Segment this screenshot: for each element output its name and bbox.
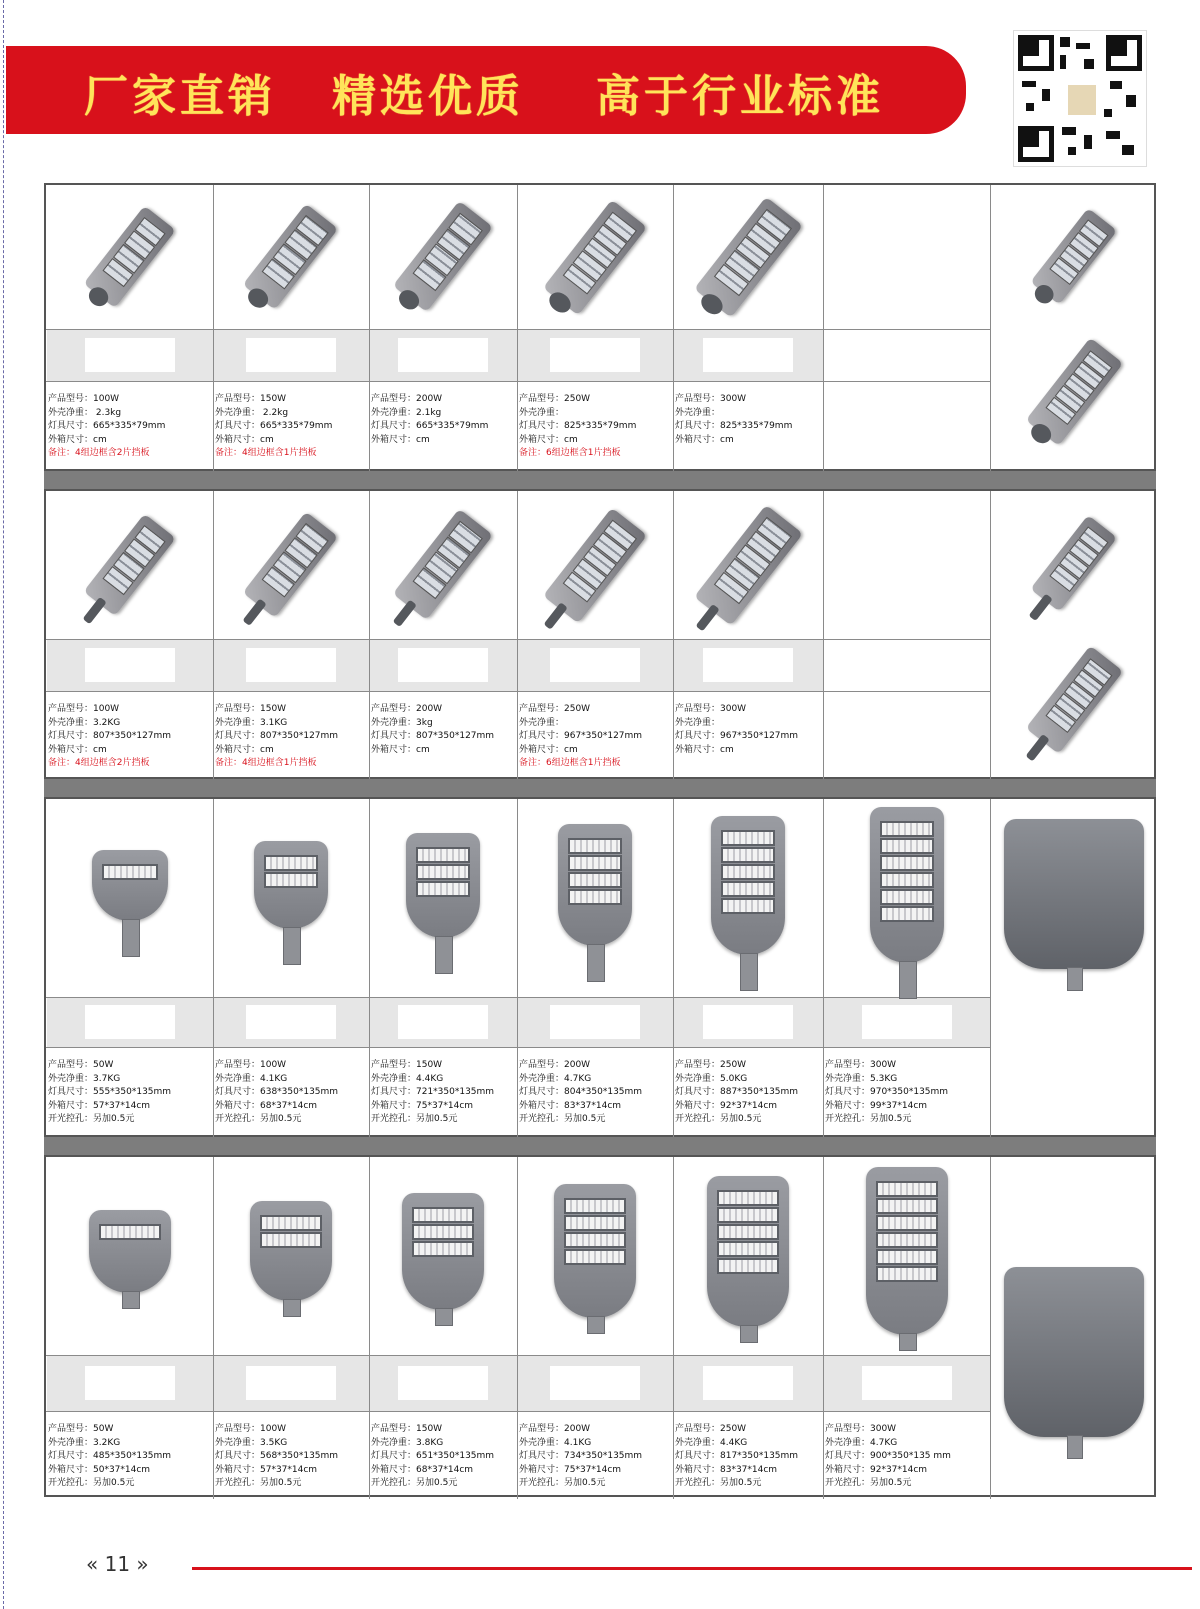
street-lamp-image — [393, 201, 493, 312]
spec-text — [519, 393, 636, 461]
spec-note: 备注：4组边框含1片挡板 — [215, 448, 317, 458]
spec-line: 产品型号：200W — [519, 1424, 591, 1434]
spec-line: 产品型号：200W — [519, 1060, 591, 1070]
spec-line: 外箱尺寸：57*37*14cm — [48, 1100, 151, 1111]
spec-line: 外壳净重：3.7KG — [48, 1073, 121, 1084]
spec-line: 产品型号：200W — [371, 704, 443, 714]
spec-line: 外箱尺寸：cm — [48, 434, 107, 445]
spec-line: 外箱尺寸：cm — [519, 434, 578, 445]
grid-divider — [823, 491, 824, 781]
grid-divider — [46, 1411, 990, 1412]
street-lamp-image — [707, 1176, 789, 1367]
spec-line: 灯具尺寸：721*350*135mm — [371, 1087, 495, 1097]
spec-line: 灯具尺寸：665*335*79mm — [371, 421, 489, 431]
banner-slogan-1: 厂家直销 — [84, 71, 276, 122]
spec-line: 外壳净重：3.5KG — [215, 1437, 288, 1448]
spec-line: 产品型号：300W — [675, 394, 747, 404]
spec-line: 外壳净重：3.8KG — [371, 1437, 444, 1448]
spec-line: 外壳净重：4.1KG — [215, 1073, 288, 1084]
spec-line: 外箱尺寸：75*37*14cm — [371, 1100, 474, 1111]
street-lamp-image — [1030, 515, 1117, 612]
spec-line: 灯具尺寸：804*350*135mm — [519, 1087, 643, 1097]
street-lamp-image — [83, 514, 175, 616]
spec-line: 外箱尺寸：cm — [215, 744, 274, 755]
product-catalog — [44, 183, 1156, 1543]
spec-text — [371, 1423, 494, 1491]
model-label — [862, 1005, 952, 1039]
spec-line: 外箱尺寸：99*37*14cm — [825, 1100, 928, 1111]
spec-text — [215, 703, 338, 771]
spec-line: 外壳净重： 2.3kg — [48, 407, 122, 418]
spec-line: 外箱尺寸：83*37*14cm — [519, 1100, 622, 1111]
spec-text — [675, 1059, 798, 1127]
spec-line: 外壳净重：3kg — [371, 717, 433, 728]
spec-line: 产品型号：250W — [675, 1424, 747, 1434]
spec-line: 外箱尺寸：cm — [48, 744, 107, 755]
grid-divider — [213, 491, 214, 781]
spec-line: 外箱尺寸：cm — [675, 434, 734, 445]
spec-line: 外箱尺寸：cm — [519, 744, 578, 755]
street-lamp-image — [558, 824, 632, 986]
street-lamp-image — [543, 507, 647, 623]
banner-slogan-2: 精选优质 — [332, 71, 524, 122]
avatar — [1066, 83, 1098, 117]
spec-line: 外箱尺寸：83*37*14cm — [675, 1464, 778, 1475]
spec-line: 外壳净重： 2.2kg — [215, 407, 289, 418]
spec-line: 灯具尺寸：825*335*79mm — [675, 421, 793, 431]
page-edge-guide — [3, 0, 4, 1609]
spec-line: 开光控孔：另加0.5元 — [825, 1114, 912, 1124]
spec-text — [825, 1423, 951, 1491]
spec-line: 外箱尺寸：68*37*14cm — [215, 1100, 318, 1111]
spec-line: 开光控孔：另加0.5元 — [825, 1478, 912, 1488]
street-lamp-image — [243, 204, 339, 311]
spec-line: 外壳净重：2.1kg — [371, 407, 442, 418]
spec-text — [675, 393, 792, 447]
street-lamp-image — [402, 1193, 484, 1350]
spec-line: 产品型号：150W — [215, 704, 287, 714]
street-lamp-image — [870, 807, 944, 1003]
spec-note: 备注：4组边框含1片挡板 — [215, 758, 317, 768]
spec-text — [519, 1059, 642, 1127]
product-section — [44, 183, 1156, 471]
spec-text — [215, 1059, 338, 1127]
spec-text — [371, 1059, 494, 1127]
spec-line: 开光控孔：另加0.5元 — [519, 1114, 606, 1124]
spec-line: 产品型号：100W — [48, 394, 120, 404]
street-lamp-image — [694, 505, 803, 626]
spec-text — [48, 1059, 171, 1127]
product-section — [44, 489, 1156, 779]
spec-line: 产品型号：50W — [48, 1060, 114, 1070]
street-lamp-preview-image — [1004, 819, 1144, 999]
model-label — [398, 1005, 488, 1039]
spec-line: 外壳净重：4.7KG — [825, 1437, 898, 1448]
spec-line: 灯具尺寸：651*350*135mm — [371, 1451, 495, 1461]
spec-line: 外箱尺寸：cm — [215, 434, 274, 445]
spec-line: 灯具尺寸：665*335*79mm — [48, 421, 166, 431]
street-lamp-image — [393, 509, 493, 620]
spec-line: 灯具尺寸：665*335*79mm — [215, 421, 333, 431]
spec-note: 备注：4组边框含2片挡板 — [48, 448, 150, 458]
spec-line: 灯具尺寸：967*350*127mm — [519, 731, 643, 741]
model-label — [550, 338, 640, 372]
model-label — [550, 1366, 640, 1400]
spec-text — [371, 703, 494, 757]
spec-note: 备注：6组边框含1片挡板 — [519, 448, 621, 458]
street-lamp-preview-image — [1004, 1267, 1144, 1467]
spec-line: 灯具尺寸：807*350*127mm — [48, 731, 172, 741]
spec-line: 产品型号：300W — [825, 1060, 897, 1070]
model-label — [550, 648, 640, 682]
spec-line: 外壳净重：4.1KG — [519, 1437, 592, 1448]
spec-line: 外箱尺寸：92*37*14cm — [675, 1100, 778, 1111]
spec-line: 灯具尺寸：807*350*127mm — [215, 731, 339, 741]
model-label — [703, 648, 793, 682]
spec-line: 外箱尺寸：cm — [675, 744, 734, 755]
spec-line: 产品型号：200W — [371, 394, 443, 404]
product-section — [44, 797, 1156, 1137]
spec-line: 外壳净重：3.2KG — [48, 1437, 121, 1448]
model-label — [246, 338, 336, 372]
spec-text — [675, 703, 798, 757]
spec-line: 灯具尺寸：825*335*79mm — [519, 421, 637, 431]
model-label — [703, 1366, 793, 1400]
spec-line: 外箱尺寸：50*37*14cm — [48, 1464, 151, 1475]
street-lamp-image — [250, 1201, 332, 1341]
spec-line: 外壳净重： — [675, 717, 721, 728]
spec-line: 外壳净重： — [519, 717, 565, 728]
grid-divider — [990, 799, 991, 1139]
spec-text — [519, 703, 642, 771]
grid-divider — [990, 185, 991, 473]
grid-divider — [673, 491, 674, 781]
street-lamp-image — [83, 206, 175, 308]
spec-line: 灯具尺寸：568*350*135mm — [215, 1451, 339, 1461]
grid-divider — [46, 1047, 990, 1048]
spec-line: 灯具尺寸：967*350*127mm — [675, 731, 799, 741]
grid-divider — [823, 1157, 824, 1499]
spec-line: 灯具尺寸：638*350*135mm — [215, 1087, 339, 1097]
model-label — [398, 1366, 488, 1400]
grid-divider — [369, 799, 370, 1139]
spec-line: 外壳净重：5.3KG — [825, 1073, 898, 1084]
spec-line: 灯具尺寸：807*350*127mm — [371, 731, 495, 741]
spec-text — [215, 1423, 338, 1491]
spec-line: 开光控孔：另加0.5元 — [371, 1114, 458, 1124]
spec-line: 外箱尺寸：75*37*14cm — [519, 1464, 622, 1475]
street-lamp-image — [554, 1184, 636, 1358]
spec-line: 开光控孔：另加0.5元 — [675, 1114, 762, 1124]
spec-line: 外壳净重：4.4KG — [675, 1437, 748, 1448]
model-label — [85, 1366, 175, 1400]
grid-divider — [369, 1157, 370, 1499]
grid-divider — [823, 799, 824, 1139]
model-label — [398, 338, 488, 372]
spec-line: 外壳净重：4.7KG — [519, 1073, 592, 1084]
section-separator — [44, 1137, 1156, 1155]
street-lamp-image — [1025, 338, 1122, 446]
spec-line: 开光控孔：另加0.5元 — [48, 1114, 135, 1124]
grid-divider — [46, 381, 990, 382]
spec-line: 灯具尺寸：734*350*135mm — [519, 1451, 643, 1461]
spec-line: 灯具尺寸：485*350*135mm — [48, 1451, 172, 1461]
spec-line: 灯具尺寸：555*350*135mm — [48, 1087, 172, 1097]
spec-note: 备注：6组边框含1片挡板 — [519, 758, 621, 768]
model-label — [246, 648, 336, 682]
spec-line: 产品型号：250W — [519, 704, 591, 714]
spec-line: 开光控孔：另加0.5元 — [215, 1114, 302, 1124]
spec-line: 外壳净重：5.0KG — [675, 1073, 748, 1084]
spec-line: 开光控孔：另加0.5元 — [48, 1478, 135, 1488]
grid-divider — [213, 1157, 214, 1499]
model-label — [85, 338, 175, 372]
promo-banner — [6, 46, 966, 134]
spec-line: 灯具尺寸：970*350*135mm — [825, 1087, 949, 1097]
spec-line: 灯具尺寸：817*350*135mm — [675, 1451, 799, 1461]
spec-line: 灯具尺寸：900*350*135 mm — [825, 1451, 951, 1461]
spec-text — [215, 393, 332, 461]
spec-line: 外箱尺寸：68*37*14cm — [371, 1464, 474, 1475]
spec-line: 外壳净重：3.1KG — [215, 717, 288, 728]
qr-code-icon[interactable] — [1013, 30, 1147, 167]
street-lamp-image — [406, 833, 480, 978]
street-lamp-image — [1030, 209, 1117, 306]
street-lamp-image — [711, 816, 785, 995]
spec-line: 开光控孔：另加0.5元 — [215, 1478, 302, 1488]
grid-divider — [990, 1157, 991, 1499]
spec-line: 外箱尺寸：92*37*14cm — [825, 1464, 928, 1475]
street-lamp-image — [694, 197, 803, 318]
spec-text — [48, 393, 165, 461]
model-label — [85, 648, 175, 682]
footer-divider — [192, 1567, 1192, 1570]
spec-line: 产品型号：50W — [48, 1424, 114, 1434]
spec-line: 产品型号：300W — [825, 1424, 897, 1434]
grid-divider — [517, 491, 518, 781]
spec-line: 外箱尺寸：cm — [371, 434, 430, 445]
spec-line: 外箱尺寸：cm — [371, 744, 430, 755]
spec-line: 产品型号：150W — [371, 1060, 443, 1070]
grid-divider — [213, 799, 214, 1139]
spec-text — [48, 703, 171, 771]
spec-line: 产品型号：100W — [215, 1060, 287, 1070]
model-label — [703, 338, 793, 372]
spec-line: 开光控孔：另加0.5元 — [371, 1478, 458, 1488]
grid-divider — [517, 799, 518, 1139]
grid-divider — [369, 491, 370, 781]
model-label — [550, 1005, 640, 1039]
page-number: « 11 » — [86, 1552, 149, 1576]
spec-line: 外壳净重： — [519, 407, 565, 418]
model-label — [85, 1005, 175, 1039]
grid-divider — [673, 1157, 674, 1499]
banner-slogan-3: 高于行业标准 — [596, 71, 884, 122]
spec-line: 灯具尺寸：887*350*135mm — [675, 1087, 799, 1097]
spec-line: 外箱尺寸：57*37*14cm — [215, 1464, 318, 1475]
grid-divider — [990, 491, 991, 781]
spec-line: 外壳净重：4.4KG — [371, 1073, 444, 1084]
spec-line: 外壳净重： — [675, 407, 721, 418]
section-separator — [44, 779, 1156, 797]
model-label — [246, 1366, 336, 1400]
spec-line: 外壳净重：3.2KG — [48, 717, 121, 728]
street-lamp-image — [1025, 646, 1122, 754]
street-lamp-image — [543, 199, 647, 315]
spec-text — [48, 1423, 171, 1491]
grid-divider — [673, 799, 674, 1139]
grid-divider — [517, 1157, 518, 1499]
spec-line: 产品型号：250W — [675, 1060, 747, 1070]
street-lamp-image — [243, 512, 339, 619]
spec-line: 产品型号：250W — [519, 394, 591, 404]
model-label — [398, 648, 488, 682]
spec-text — [519, 1423, 642, 1491]
model-label — [703, 1005, 793, 1039]
street-lamp-image — [89, 1210, 171, 1333]
spec-text — [825, 1059, 948, 1127]
spec-line: 开光控孔：另加0.5元 — [675, 1478, 762, 1488]
spec-line: 产品型号：100W — [215, 1424, 287, 1434]
street-lamp-image — [92, 850, 168, 961]
spec-line: 产品型号：300W — [675, 704, 747, 714]
spec-line: 产品型号：150W — [371, 1424, 443, 1434]
spec-line: 开光控孔：另加0.5元 — [519, 1478, 606, 1488]
product-section — [44, 1155, 1156, 1497]
section-separator — [44, 471, 1156, 489]
spec-line: 产品型号：150W — [215, 394, 287, 404]
spec-note: 备注：4组边框含2片挡板 — [48, 758, 150, 768]
spec-text — [371, 393, 488, 447]
spec-text — [675, 1423, 798, 1491]
spec-line: 产品型号：100W — [48, 704, 120, 714]
street-lamp-image — [866, 1167, 948, 1375]
model-label — [246, 1005, 336, 1039]
street-lamp-image — [254, 841, 328, 969]
grid-divider — [46, 691, 990, 692]
